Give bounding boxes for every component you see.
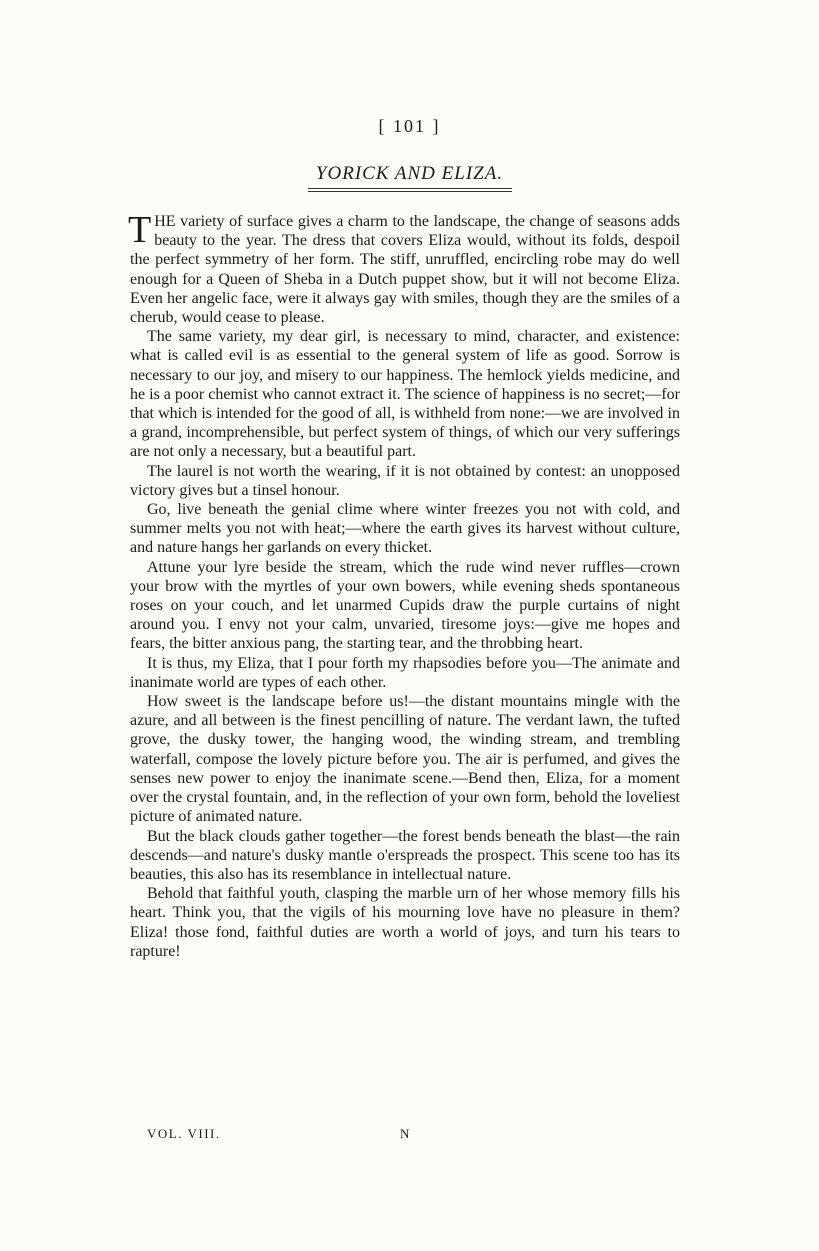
signature-mark: N [400,1126,411,1141]
volume-label: VOL. VIII. [147,1126,221,1141]
article-title: YORICK AND ELIZA. [315,163,504,184]
paragraph: Behold that faithful youth, clasping the marble urn of her whose memory fills his heart. Think you, that the vigils of his mourning love have no pleasure in them? Eliza! those fond, faithful duties are worth a world of joys, and turn his tears to rapture! [130,885,680,960]
drop-cap: T [128,209,152,251]
paragraph: Go, live beneath the genial clime where winter freezes you not with cold, and summer melts you not with heat;—where the earth gives its harvest without culture, and nature hangs her garlands on every thicket. [130,501,680,557]
paragraph: It is thus, my Eliza, that I pour forth my rhapsodies before you—The animate and inanimate world are types of each other. [130,654,680,691]
paragraph: Attune your lyre beside the stream, which the rude wind never ruffles—crown your brow with the myrtles of your own bowers, while evening sheds spontaneous roses on your couch, and let unarmed Cupids draw the purple curtains of night around you. I envy not your calm, unvaried, tiresome joys:—give me hopes and fears, the bitter anxious pang, the starting tear, and the throbbing heart. [130,558,680,653]
paragraph: But the black clouds gather together—the forest bends beneath the blast—the rain descends—and nature's dusky mantle o'erspreads the prospect. This scene too has its beauties, this also has its resemblance in intellectual nature. [130,827,680,883]
paragraph: The same variety, my dear girl, is necessary to mind, character, and existence: what is called evil is as essential to the general system of life as good. Sorrow is necessary to our joy, and misery to our happiness. The hemlock yields medicine, and he is a poor chemist who cannot extract it. The science of happiness is no secret;—for that which is intended for the good of all, is withheld from none:—we are involved in a grand, incomprehensible, but perfect system of things, of which our very sufferings are not only a necessary, but a beautiful part. [130,328,680,461]
paragraph: The laurel is not worth the wearing, if it is not obtained by contest: an unopposed victory gives but a tinsel honour. [130,462,680,499]
paragraph: How sweet is the landscape before us!—the distant mountains mingle with the azure, and all between is the finest pencilling of nature. The verdant lawn, the tufted grove, the dusky tower, the hanging wood, the winding stream, and trembling waterfall, compose the lovely picture before you. The air is perfumed, and gives the senses new power to enjoy the inanimate scene.—Bend then, Eliza, for a moment over the crystal fountain, and, in the reflection of your own form, behold the loveliest picture of animated nature. [130,693,680,826]
title-rule [308,188,512,192]
page-number: [ 101 ] [378,116,441,136]
article-body [128,209,680,961]
paragraph: THE variety of surface gives a charm to the landscape, the change of seasons adds beauty to the year. The dress that covers Eliza would, without its folds, despoil the perfect symmetry of her form. The stiff, unruffled, encircling robe may do well enough for a Queen of Sheba in a Dutch puppet show, but it will not become Eliza. Even her angelic face, were it always gay with smiles, though they are the smiles of a cherub, would cease to please. [128,209,680,327]
page-footer [147,1126,447,1142]
